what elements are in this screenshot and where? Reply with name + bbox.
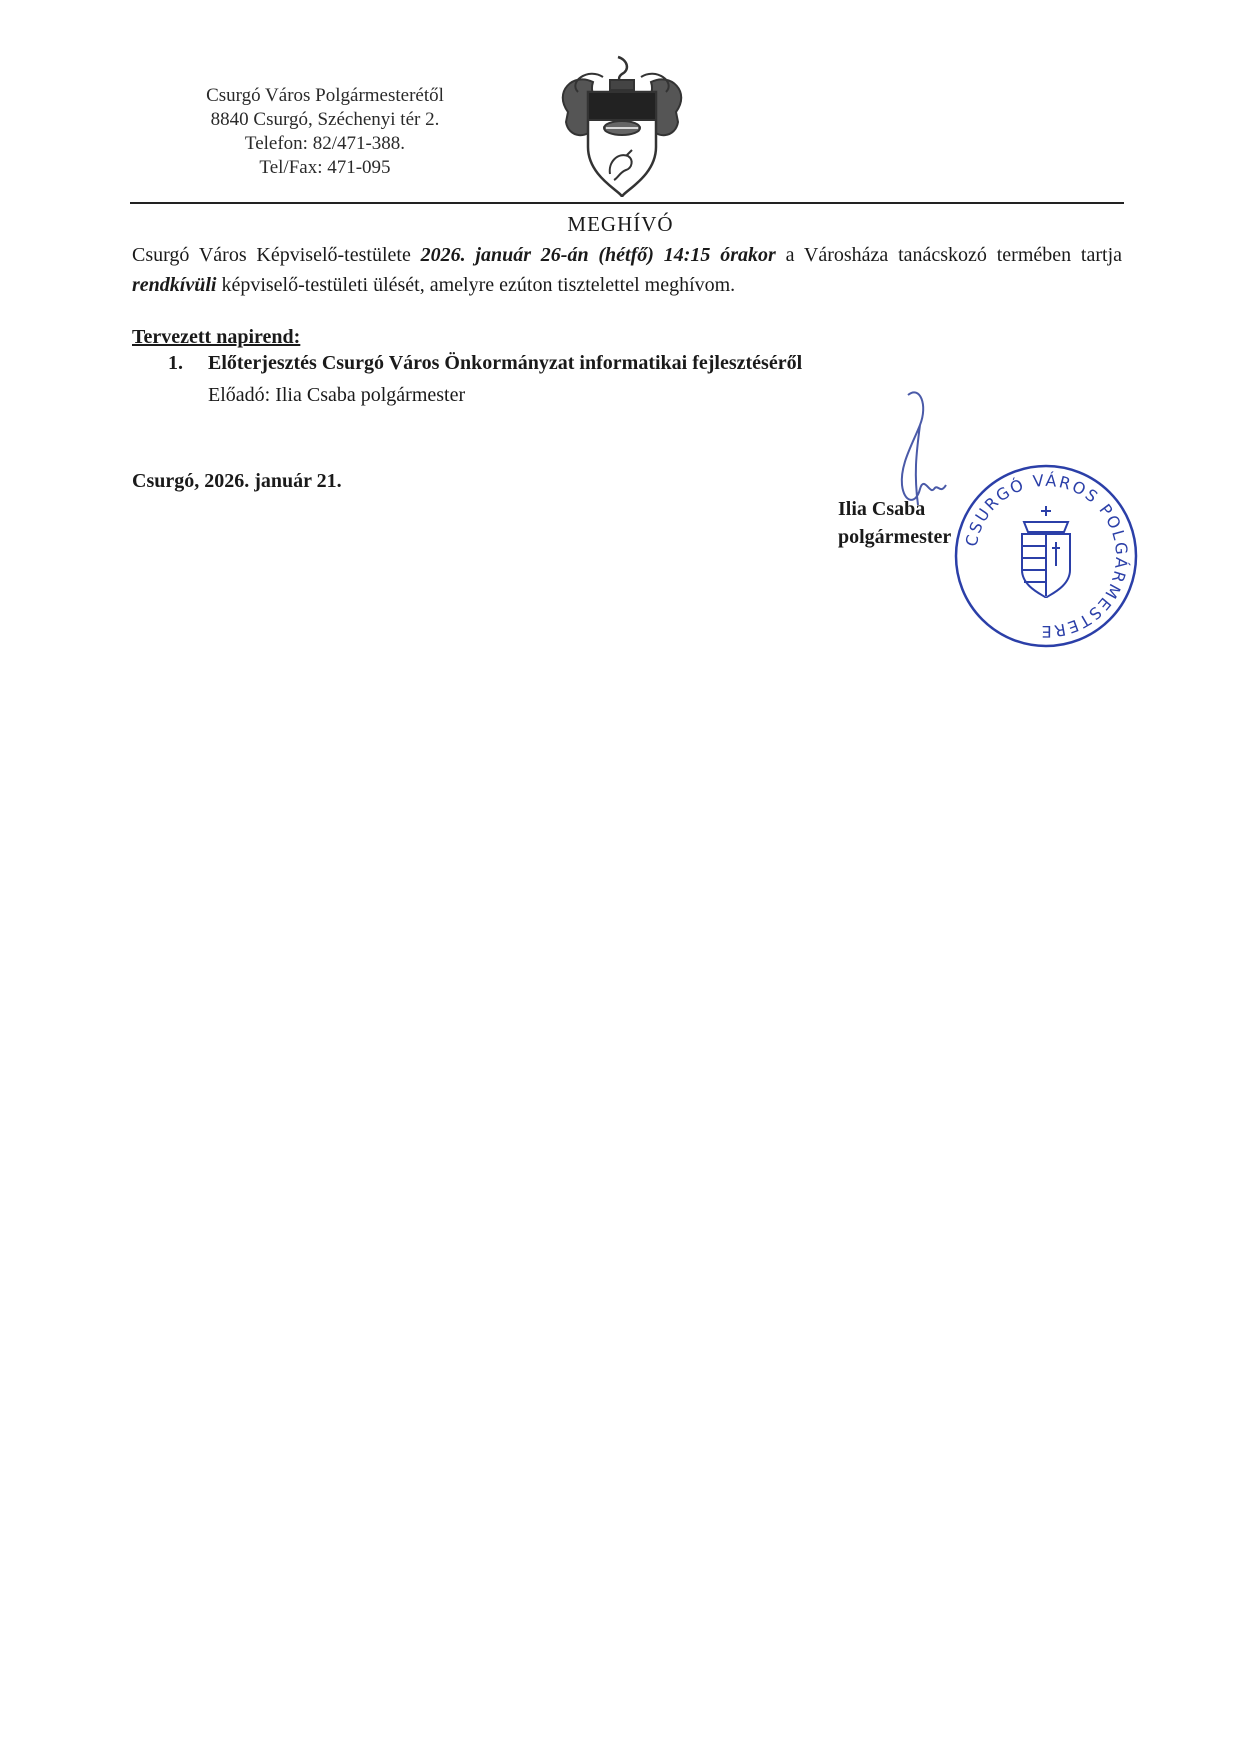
handwritten-signature-icon xyxy=(880,385,960,515)
agenda-item-number: 1. xyxy=(168,352,183,374)
agenda-item-presenter: Előadó: Ilia Csaba polgármester xyxy=(208,384,466,406)
agenda-item-title: Előterjesztés Csurgó Város Önkormányzat informatikai fejlesztéséről xyxy=(208,352,803,374)
letterhead xyxy=(150,84,500,180)
letterhead-fax: Tel/Fax: 471-095 xyxy=(259,157,391,178)
agenda-item xyxy=(168,352,802,375)
session-type: rendkívüli xyxy=(132,274,217,296)
hungarian-coat-of-arms-icon xyxy=(1022,506,1070,598)
letterhead-office: Csurgó Város Polgármesterétől xyxy=(206,85,444,106)
signer-name: Ilia Csaba xyxy=(838,498,926,520)
meeting-datetime: 2026. január 26-án (hétfő) 14:15 órakor xyxy=(420,244,776,266)
signer-title: polgármester xyxy=(838,526,952,548)
invitation-text xyxy=(132,240,1122,300)
agenda-heading: Tervezett napirend: xyxy=(132,326,301,348)
invitation-part2: a Városháza tanácskozó termében tartja xyxy=(775,244,1123,266)
place-date: Csurgó, 2026. január 21. xyxy=(132,470,342,492)
header-divider xyxy=(130,202,1124,204)
letterhead-phone: Telefon: 82/471-388. xyxy=(244,133,406,154)
official-stamp xyxy=(952,462,1140,650)
coat-of-arms-icon xyxy=(548,52,696,202)
invitation-part3: képviselő-testületi ülését, amelyre ezúton tisztelettel meghívom. xyxy=(216,274,736,296)
document-title: MEGHÍVÓ xyxy=(567,212,674,236)
letterhead-address: 8840 Csurgó, Széchenyi tér 2. xyxy=(210,109,440,130)
stamp-text: CSURGÓ VÁROS POLGÁRMESTERE xyxy=(961,470,1132,642)
invitation-part1: Csurgó Város Képviselő-testülete xyxy=(132,244,421,266)
